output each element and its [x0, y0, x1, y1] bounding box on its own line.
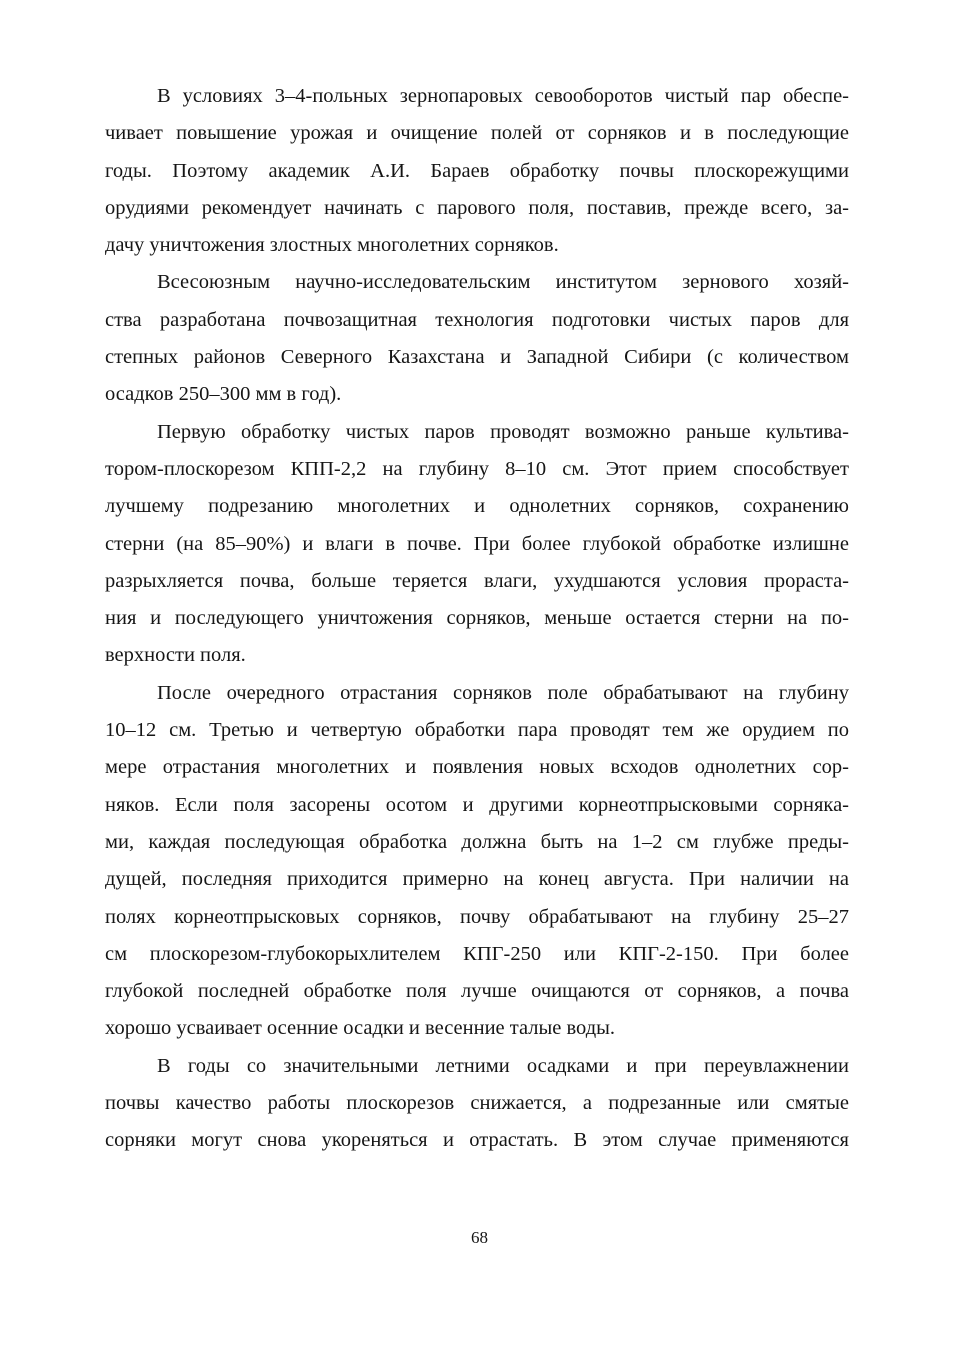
text-line: мере отрастания многолетних и появления новых всходов однолетних сор-	[105, 756, 849, 779]
text-line: Всесоюзным научно-исследовательским институтом зернового хозяй-	[157, 271, 849, 294]
text-line: глубокой последней обработке поля лучше очищаются от сорняков, а почва	[105, 980, 849, 1003]
text-line: тором-плоскорезом КПП-2,2 на глубину 8–10 см. Этот прием способствует	[105, 457, 849, 480]
text-line: Первую обработку чистых паров проводят возможно раньше культива-	[157, 420, 849, 443]
paragraph	[105, 675, 849, 1048]
text-line: годы. Поэтому академик А.И. Бараев обработку почвы плоскорежущими	[105, 159, 849, 182]
paragraph	[105, 264, 849, 413]
text-line: стерни (на 85–90%) и влаги в почве. При более глубокой обработке излишне	[105, 532, 849, 555]
text-line: ства разработана почвозащитная технология подготовки чистых паров для	[105, 308, 849, 331]
paragraph	[105, 78, 849, 264]
text-line: орудиями рекомендует начинать с парового поля, поставив, прежде всего, за-	[105, 196, 849, 219]
text-line: дущей, последняя приходится примерно на конец августа. При наличии на	[105, 868, 849, 891]
text-line: разрыхляется почва, больше теряется влаги, ухудшаются условия прораста-	[105, 569, 849, 592]
text-line: степных районов Северного Казахстана и Западной Сибири (с количеством	[105, 346, 849, 369]
text-line: ния и последующего уничтожения сорняков, меньше остается стерни на по-	[105, 607, 849, 630]
text-line: хорошо усваивает осенние осадки и весенние талые воды.	[105, 1017, 616, 1040]
paragraph	[105, 1048, 849, 1160]
text-line: лучшему подрезанию многолетних и однолетних сорняков, сохранению	[105, 495, 849, 518]
text-line: няков. Если поля засорены осотом и другими корнеотпрысковыми сорняка-	[105, 793, 849, 816]
text-line: ми, каждая последующая обработка должна быть на 1–2 см глубже преды-	[105, 830, 849, 853]
page-number: 68	[471, 1228, 488, 1247]
text-line: почвы качество работы плоскорезов снижается, а подрезанные или смятые	[105, 1092, 849, 1115]
text-line: дачу уничтожения злостных многолетних сорняков.	[105, 234, 559, 257]
text-line: В условиях 3–4-польных зернопаровых севооборотов чистый пар обеспе-	[157, 85, 849, 107]
paragraph	[105, 414, 849, 675]
text-line: чивает повышение урожая и очищение полей от сорняков и в последующие	[105, 122, 849, 145]
text-line: верхности поля.	[105, 644, 246, 667]
text-line: осадков 250–300 мм в год).	[105, 383, 342, 406]
text-line: сорняки могут снова укореняться и отрастать. В этом случае применяются	[105, 1129, 849, 1152]
text-line: 10–12 см. Третью и четвертую обработки пара проводят тем же орудием по	[105, 719, 849, 742]
text-line: После очередного отрастания сорняков поле обрабатывают на глубину	[157, 681, 849, 704]
text-line: В годы со значительными летними осадками и при переувлажнении	[157, 1054, 849, 1077]
text-line: см плоскорезом-глубокорыхлителем КПГ-250 или КПГ-2-150. При более	[105, 942, 849, 965]
body-text	[105, 78, 849, 1160]
text-line: полях корнеотпрысковых сорняков, почву обрабатывают на глубину 25–27	[105, 905, 849, 928]
